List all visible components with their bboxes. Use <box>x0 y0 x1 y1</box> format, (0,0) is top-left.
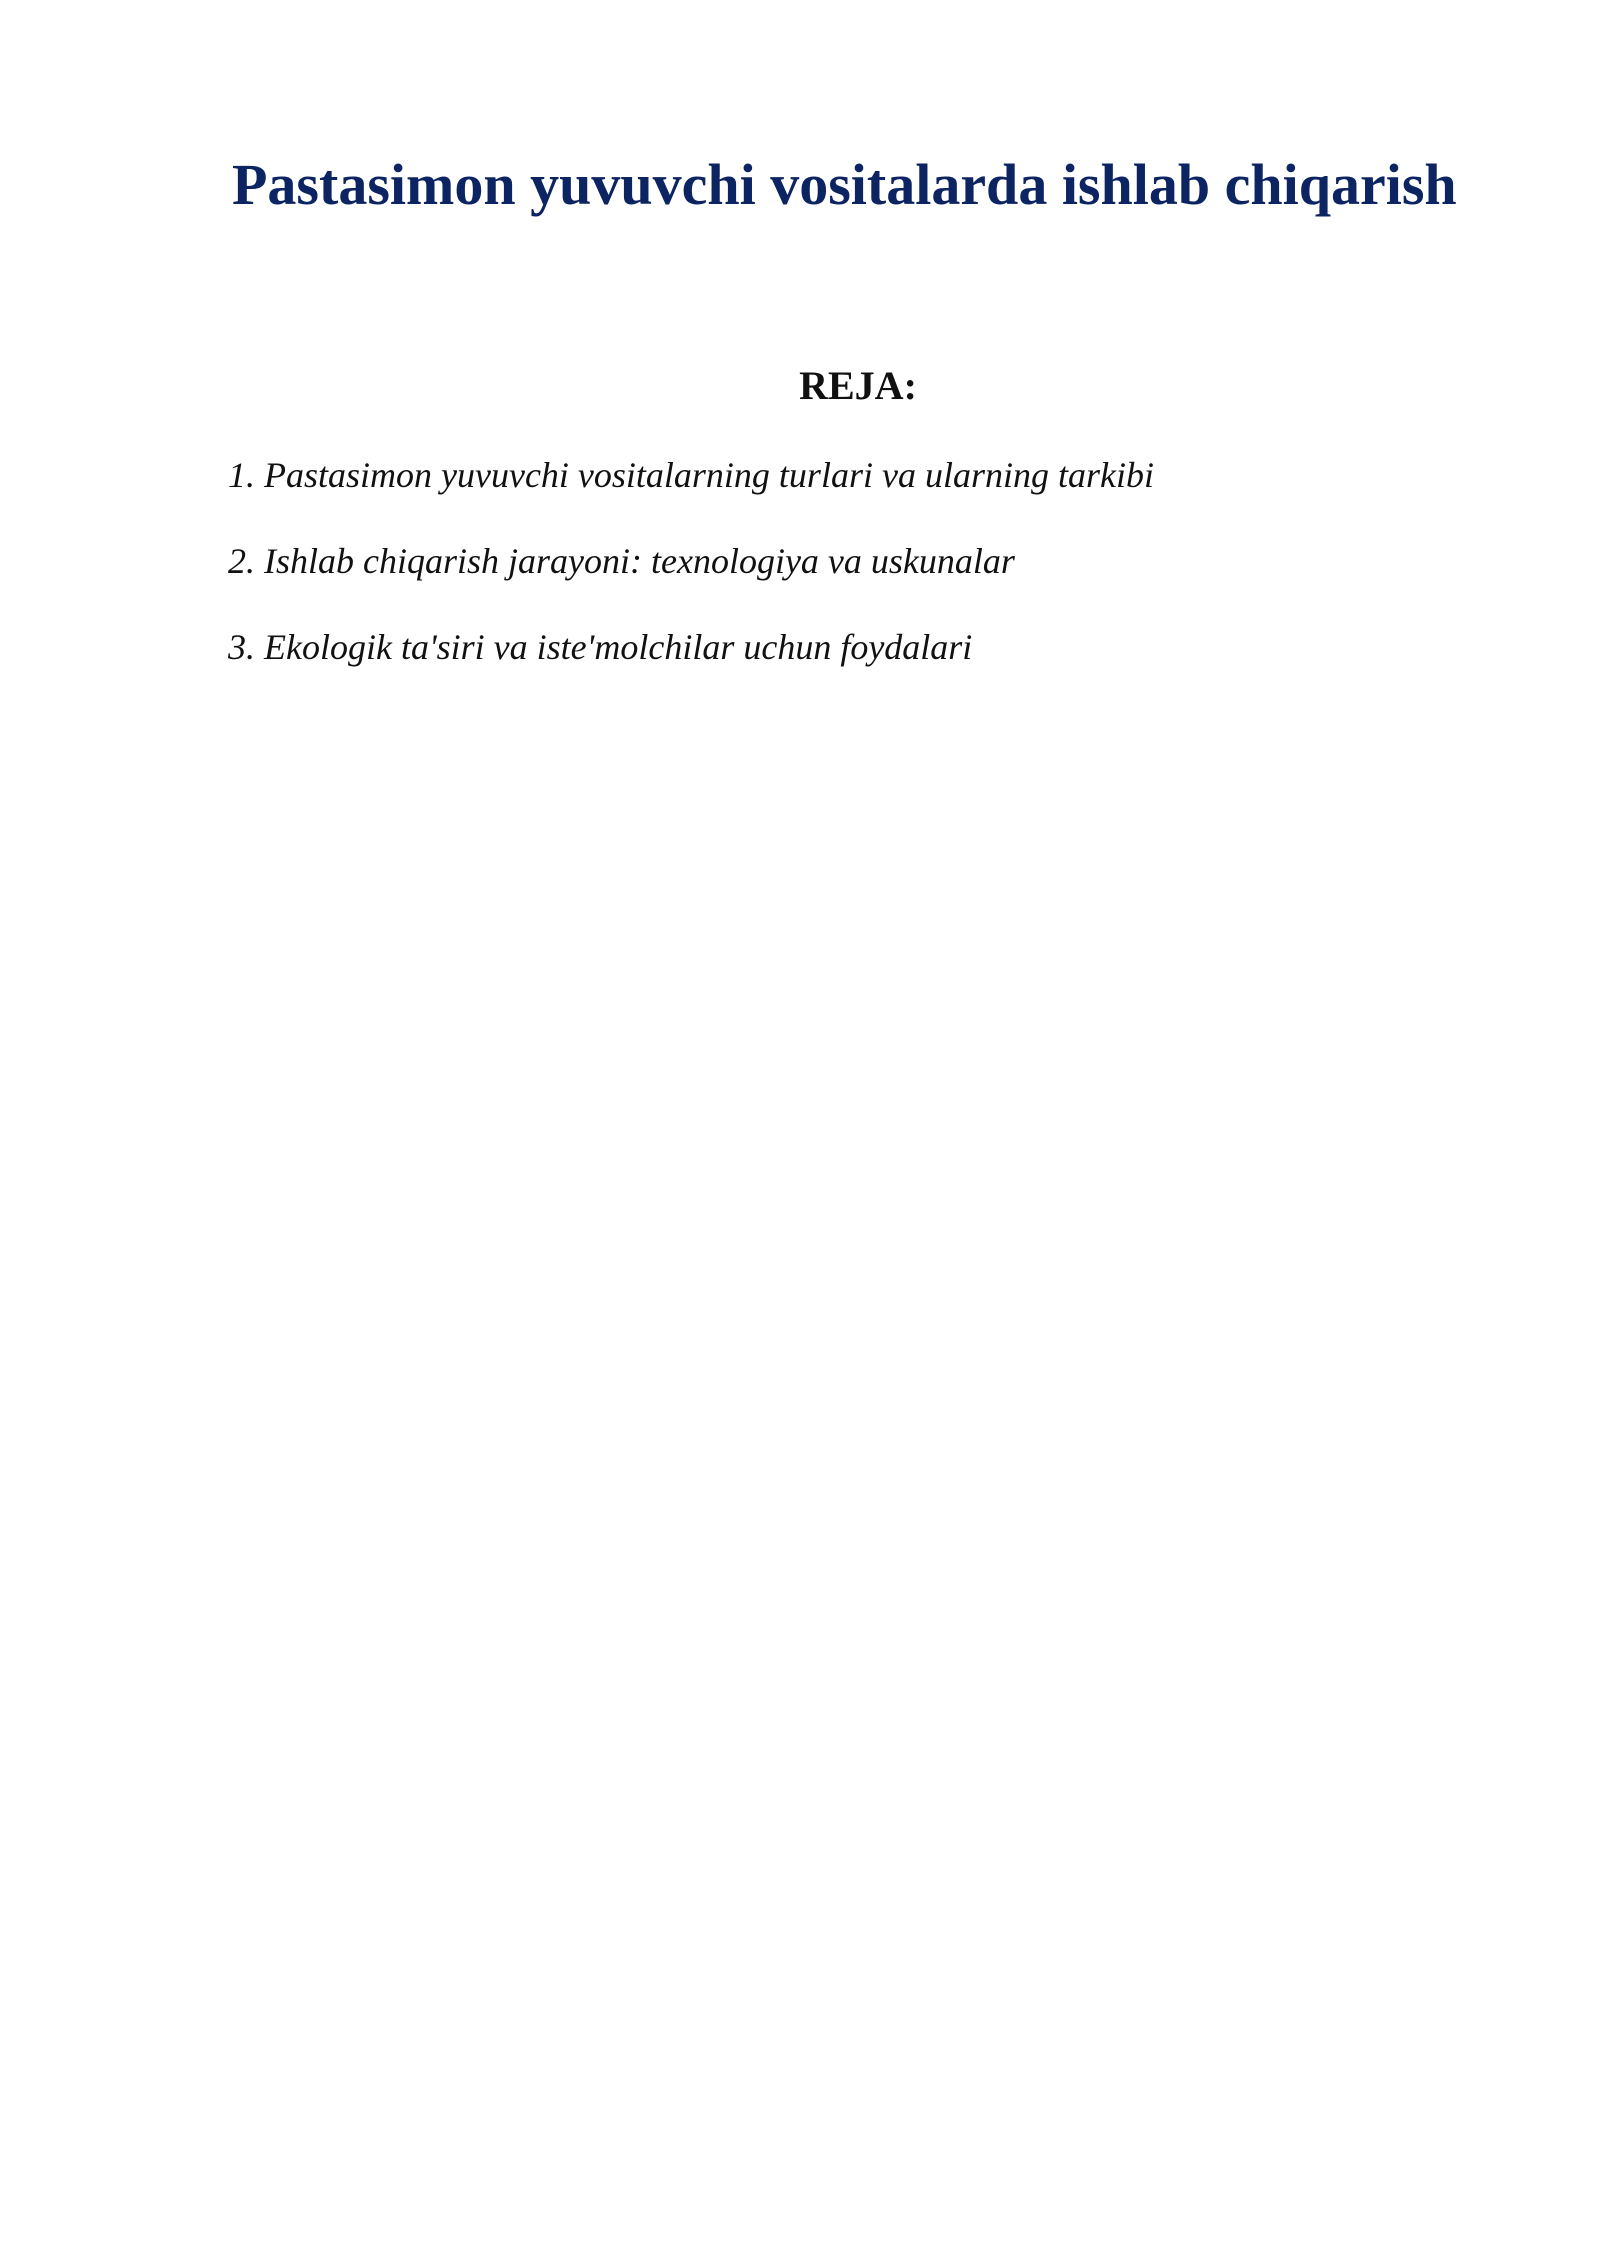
plan-list <box>228 454 1154 712</box>
plan-item-3: 3. Ekologik ta'siri va iste'molchilar uchun foydalari <box>228 627 973 667</box>
plan-item-2: 2. Ishlab chiqarish jarayoni: texnologiya va uskunalar <box>228 541 1015 581</box>
plan-heading: REJA: <box>799 363 917 408</box>
document-title: Pastasimon yuvuvchi vositalarda ishlab chiqarish <box>232 152 1457 217</box>
plan-item-1: 1. Pastasimon yuvuvchi vositalarning turlari va ularning tarkibi <box>228 455 1154 495</box>
